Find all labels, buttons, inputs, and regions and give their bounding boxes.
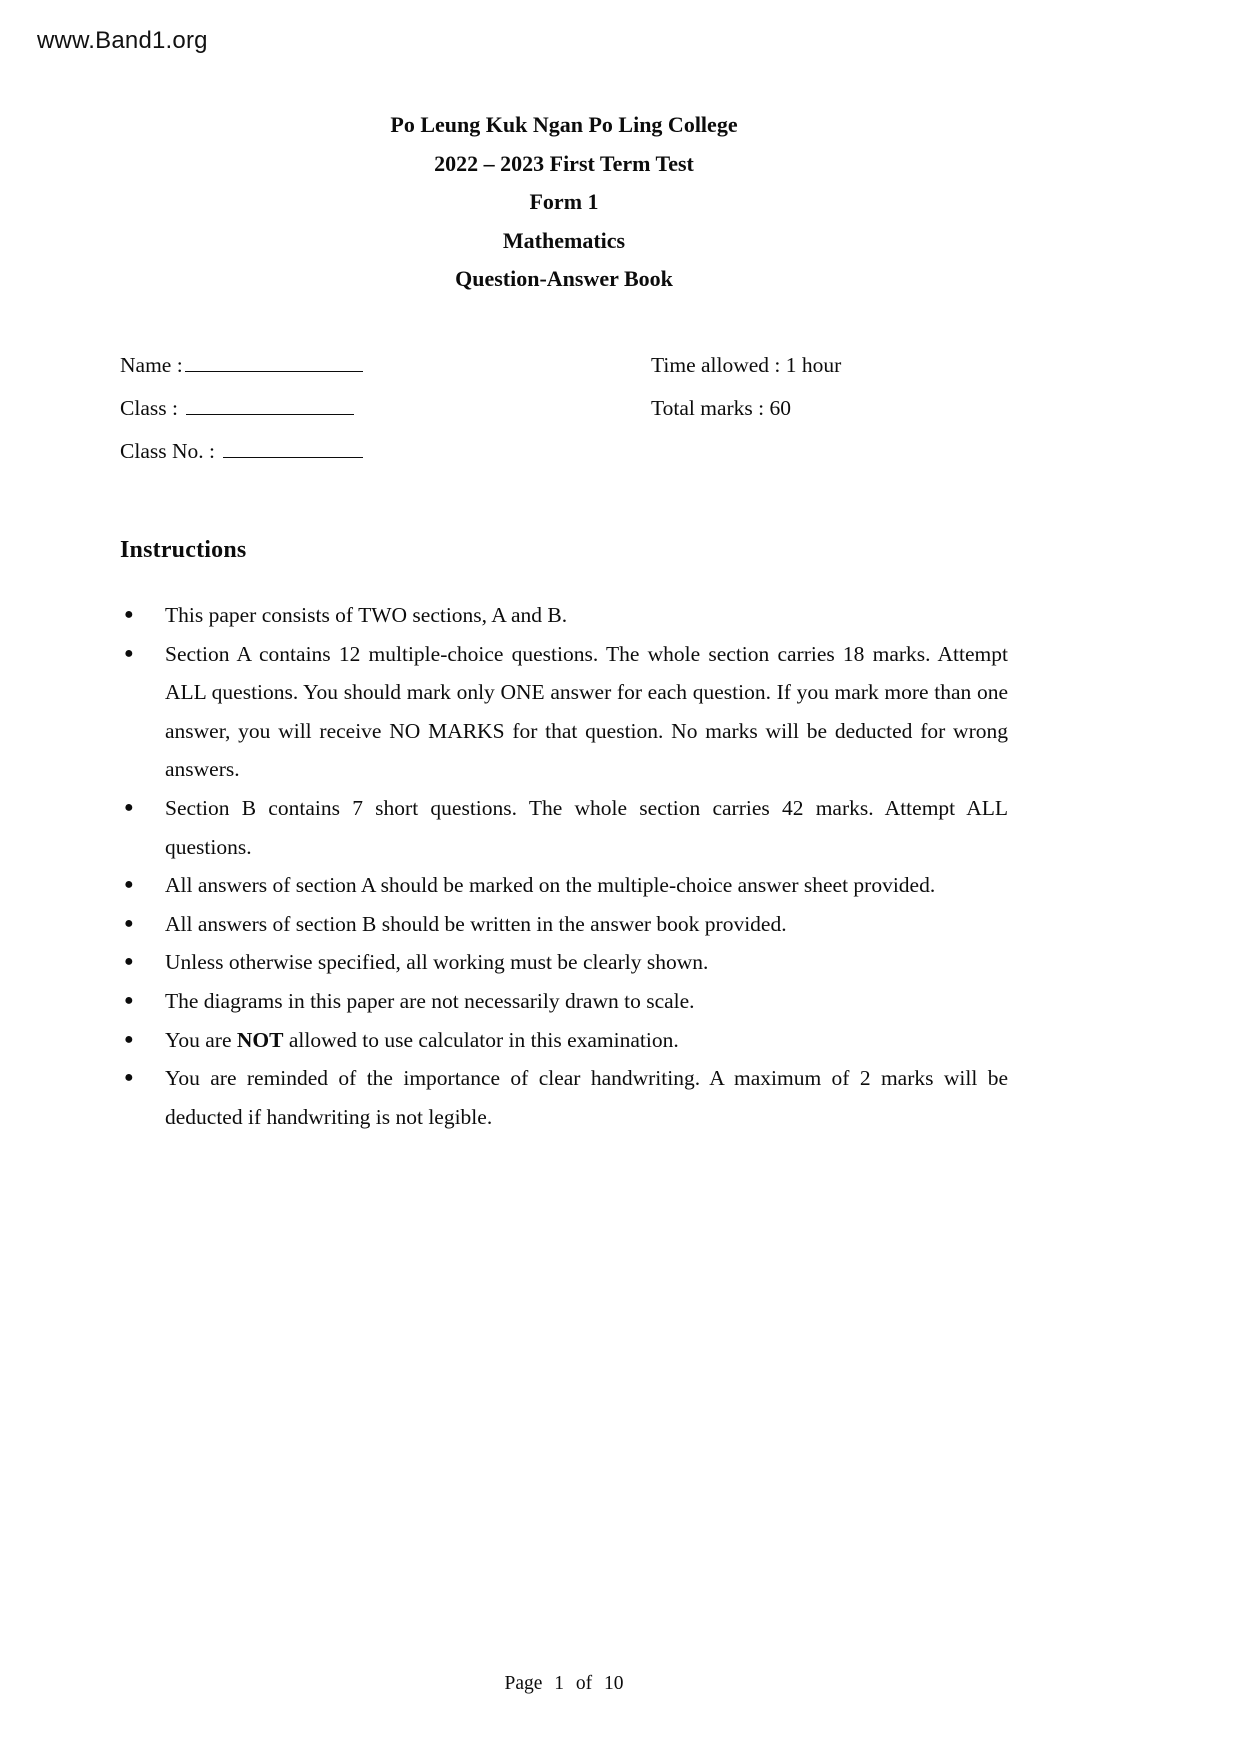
info-block (120, 344, 1008, 473)
bullet-icon: ● (124, 953, 134, 971)
class-no-blank (223, 437, 363, 458)
instruction-text: Section A contains 12 multiple-choice questions. The whole section carries 18 marks. Attempt ALL questions. You should mark only ONE answer for each question. If you mark more than one answer, you will receive NO MARKS for that question. No marks will be deducted for wrong answers. (165, 641, 1008, 782)
instructions-list (120, 596, 1008, 1136)
instruction-text: You are reminded of the importance of clear handwriting. A maximum of 2 marks will be deducted if handwriting is not legible. (165, 1066, 1008, 1129)
instruction-item (120, 789, 1008, 866)
time-allowed: Time allowed : 1 hour (651, 352, 842, 377)
info-row-3 (120, 430, 1008, 473)
instruction-text: Section B contains 7 short questions. The whole section carries 42 marks. Attempt ALL questions. (165, 795, 1008, 859)
instruction-item (120, 596, 1008, 635)
instruction-item (120, 866, 1008, 905)
info-right-empty (651, 430, 1008, 473)
bullet-icon: ● (124, 605, 134, 623)
bullet-icon: ● (124, 1030, 134, 1048)
instruction-item (120, 943, 1008, 982)
page-content (120, 0, 1008, 1136)
instruction-text: All answers of section A should be marked on the multiple-choice answer sheet provided. (165, 873, 936, 898)
instruction-item (120, 982, 1008, 1021)
class-blank (186, 394, 354, 415)
instruction-item (120, 1021, 1008, 1060)
class-no-label: Class No. : (120, 438, 215, 463)
class-no-field (120, 430, 651, 473)
book-title: Question-Answer Book (455, 266, 673, 292)
instruction-text: All answers of section B should be written in the answer book provided. (165, 911, 787, 936)
title-block (120, 106, 1008, 299)
instruction-item (120, 905, 1008, 944)
bullet-icon: ● (124, 1069, 134, 1087)
instruction-text: You are NOT allowed to use calculator in this examination. (165, 1027, 679, 1052)
class-field (120, 387, 651, 430)
bullet-icon: ● (124, 914, 134, 932)
form-title: Form 1 (529, 189, 599, 215)
instruction-text: This paper consists of TWO sections, A and B. (165, 602, 568, 627)
class-label: Class : (120, 395, 178, 420)
bullet-icon: ● (124, 644, 134, 662)
bullet-icon: ● (124, 798, 134, 816)
instruction-text: The diagrams in this paper are not necessarily drawn to scale. (165, 988, 695, 1013)
info-row-1 (120, 344, 1008, 387)
watermark-link: www.Band1.org (37, 27, 208, 54)
instruction-item (120, 635, 1008, 789)
subject-title: Mathematics (502, 227, 626, 253)
bullet-icon: ● (124, 876, 134, 894)
instruction-text: Unless otherwise specified, all working must be clearly shown. (165, 950, 709, 975)
page-number: Page 1 of 10 (504, 1673, 624, 1694)
instructions-heading: Instructions (120, 536, 247, 563)
total-marks: Total marks : 60 (651, 395, 792, 420)
instruction-item (120, 1059, 1008, 1136)
term-title: 2022 – 2023 First Term Test (434, 150, 694, 176)
name-label: Name : (120, 352, 183, 377)
info-row-2 (120, 387, 1008, 430)
name-field (120, 344, 651, 387)
bullet-icon: ● (124, 991, 134, 1009)
school-name: Po Leung Kuk Ngan Po Ling College (390, 112, 738, 137)
name-blank (185, 351, 363, 372)
